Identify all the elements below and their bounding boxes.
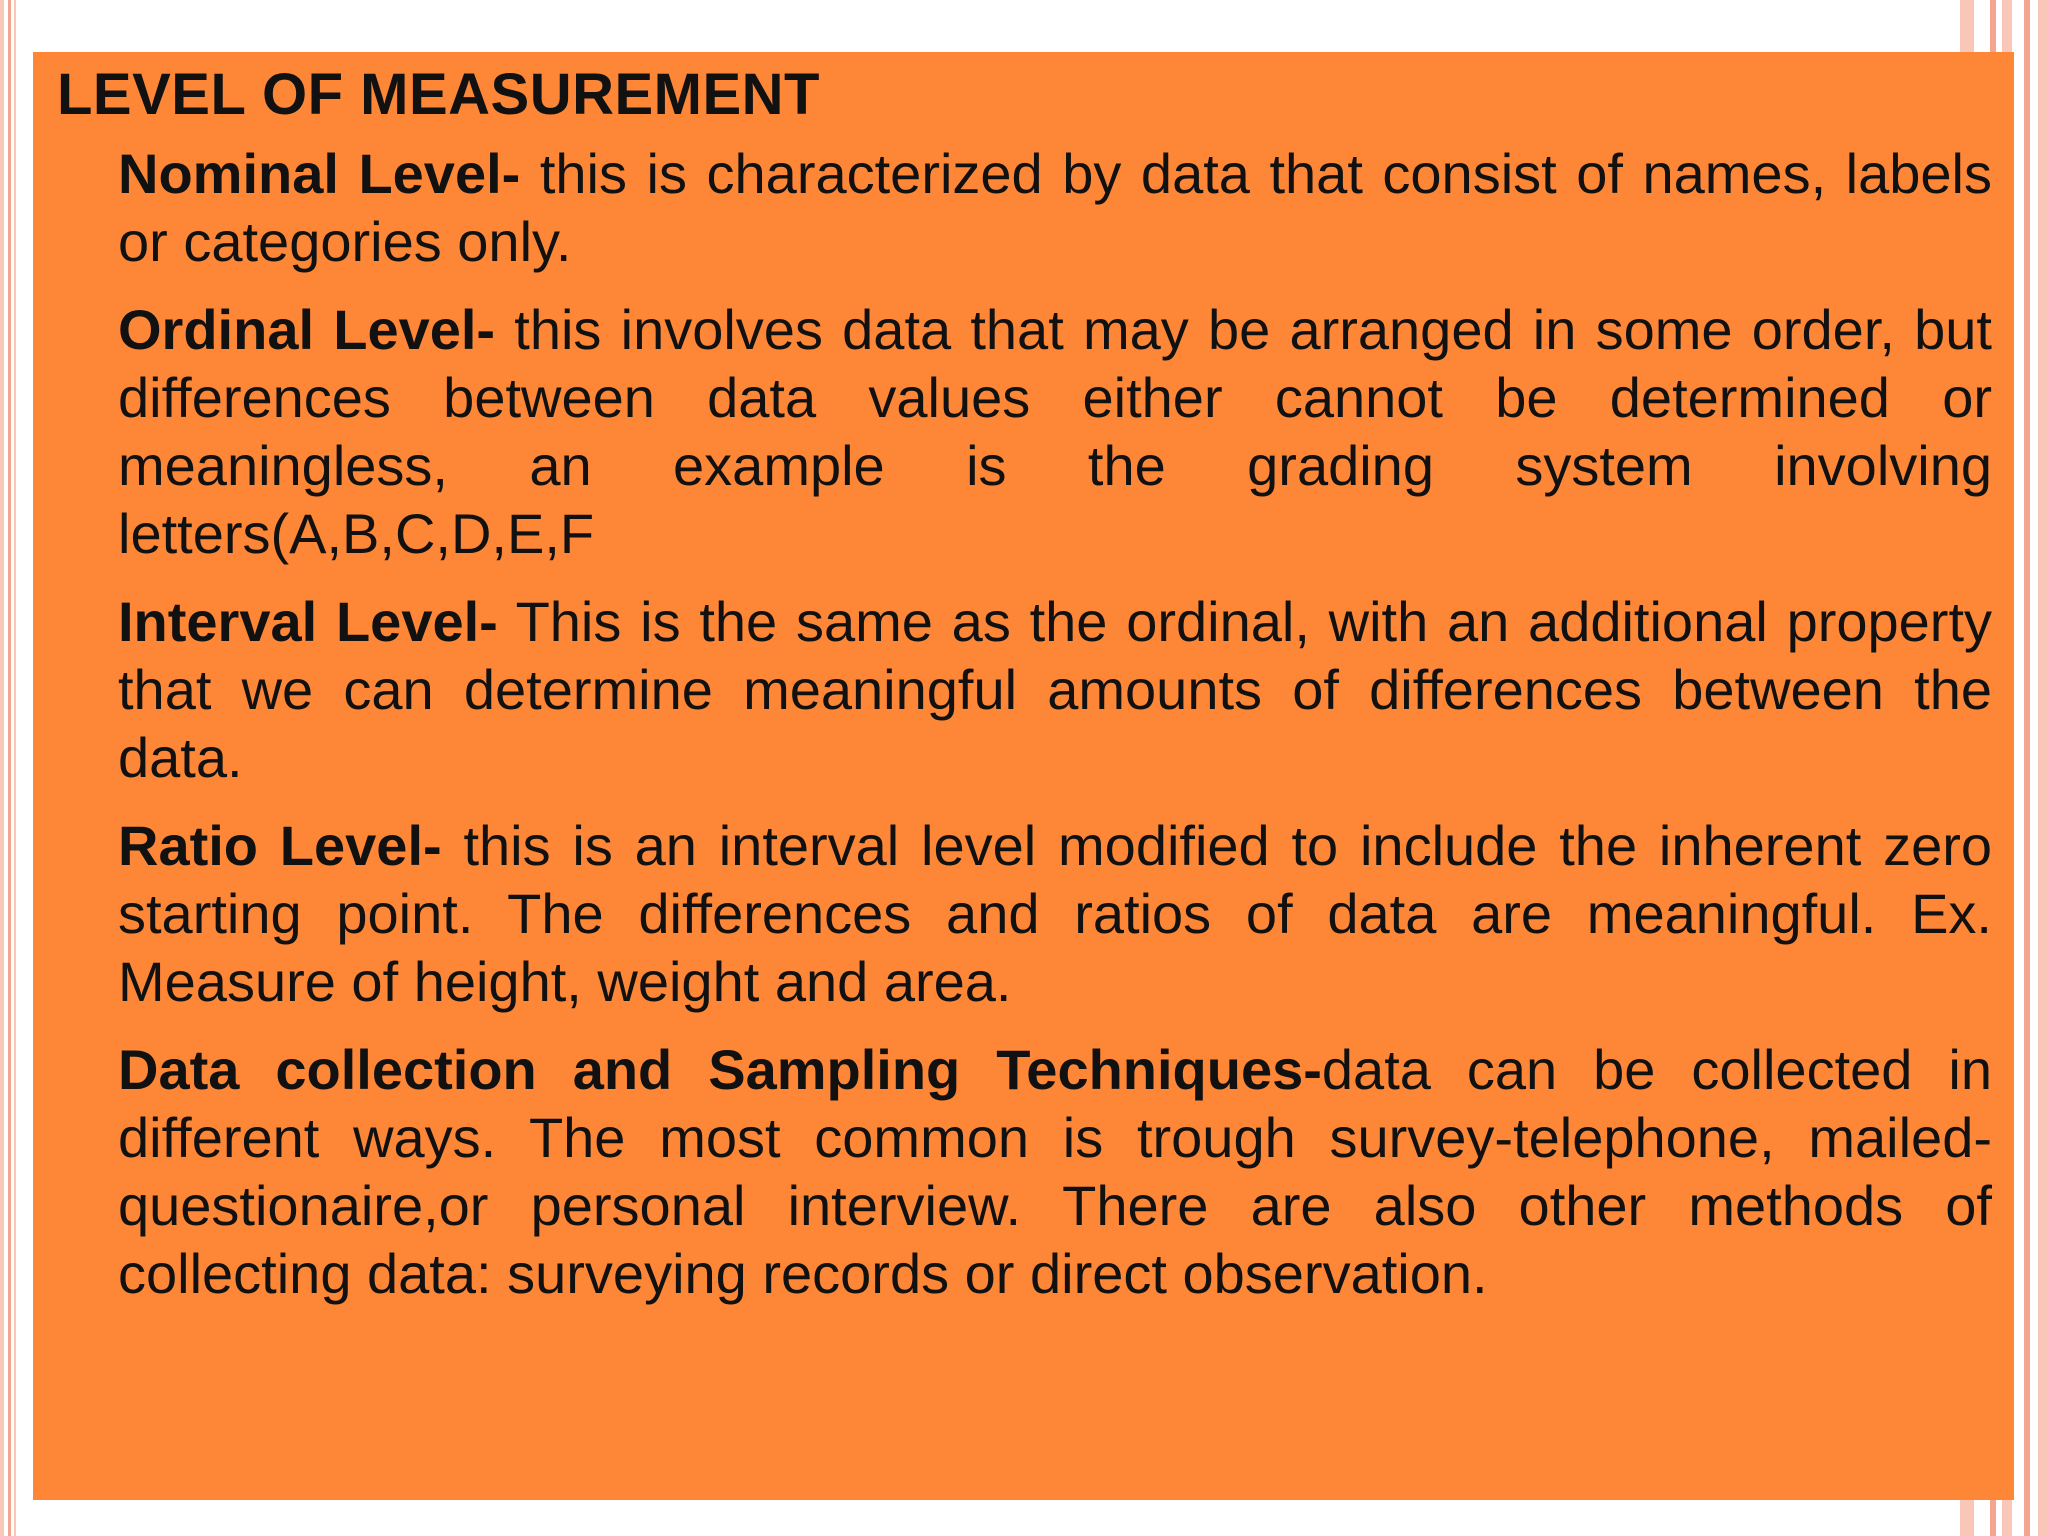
paragraph-text: this is characterized by data that consist of names, labels or categories only. [118,142,1992,273]
term-label: Nominal Level- [118,142,521,205]
right-stripe [2024,0,2030,1536]
right-stripe [2038,0,2048,1536]
paragraph-text: this is an interval level modified to include the inherent zero starting point. The differences and ratios of data are meaningful. Ex. Measure of height, weight and area. [118,814,1993,1013]
left-stripe [0,0,4,1536]
paragraph-list [118,140,1992,1328]
paragraph-nominal-level [118,140,1992,276]
term-label: Ordinal Level- [118,298,496,361]
paragraph-ordinal-level [118,296,1992,568]
left-stripe [14,0,16,1536]
slide-content-box [33,52,2014,1500]
paragraph-text: data can be collected in different ways. The most common is trough survey-telephone, mailed- questionaire,or personal interview. There are also other methods of collecting data: surveying records or direct observation. [118,1038,1992,1305]
term-label: Data collection and Sampling Techniques- [118,1038,1322,1101]
paragraph-data-collection [118,1036,1992,1308]
term-label: Interval Level- [118,590,498,653]
paragraph-text: this involves data that may be arranged in some order, but differences between data values either cannot be determined or meaningless, an example is the grading system involving letters(A,B,C,D,E,F [118,298,1992,565]
term-label: Ratio Level- [118,814,442,877]
paragraph-interval-level [118,588,1992,792]
slide-title: LEVEL OF MEASUREMENT [57,62,820,127]
left-stripe [8,0,11,1536]
left-decorative-stripes [0,0,30,1536]
paragraph-ratio-level [118,812,1992,1016]
paragraph-text: This is the same as the ordinal, with an additional property that we can determine meaningful amounts of differences between the data. [118,590,1993,789]
